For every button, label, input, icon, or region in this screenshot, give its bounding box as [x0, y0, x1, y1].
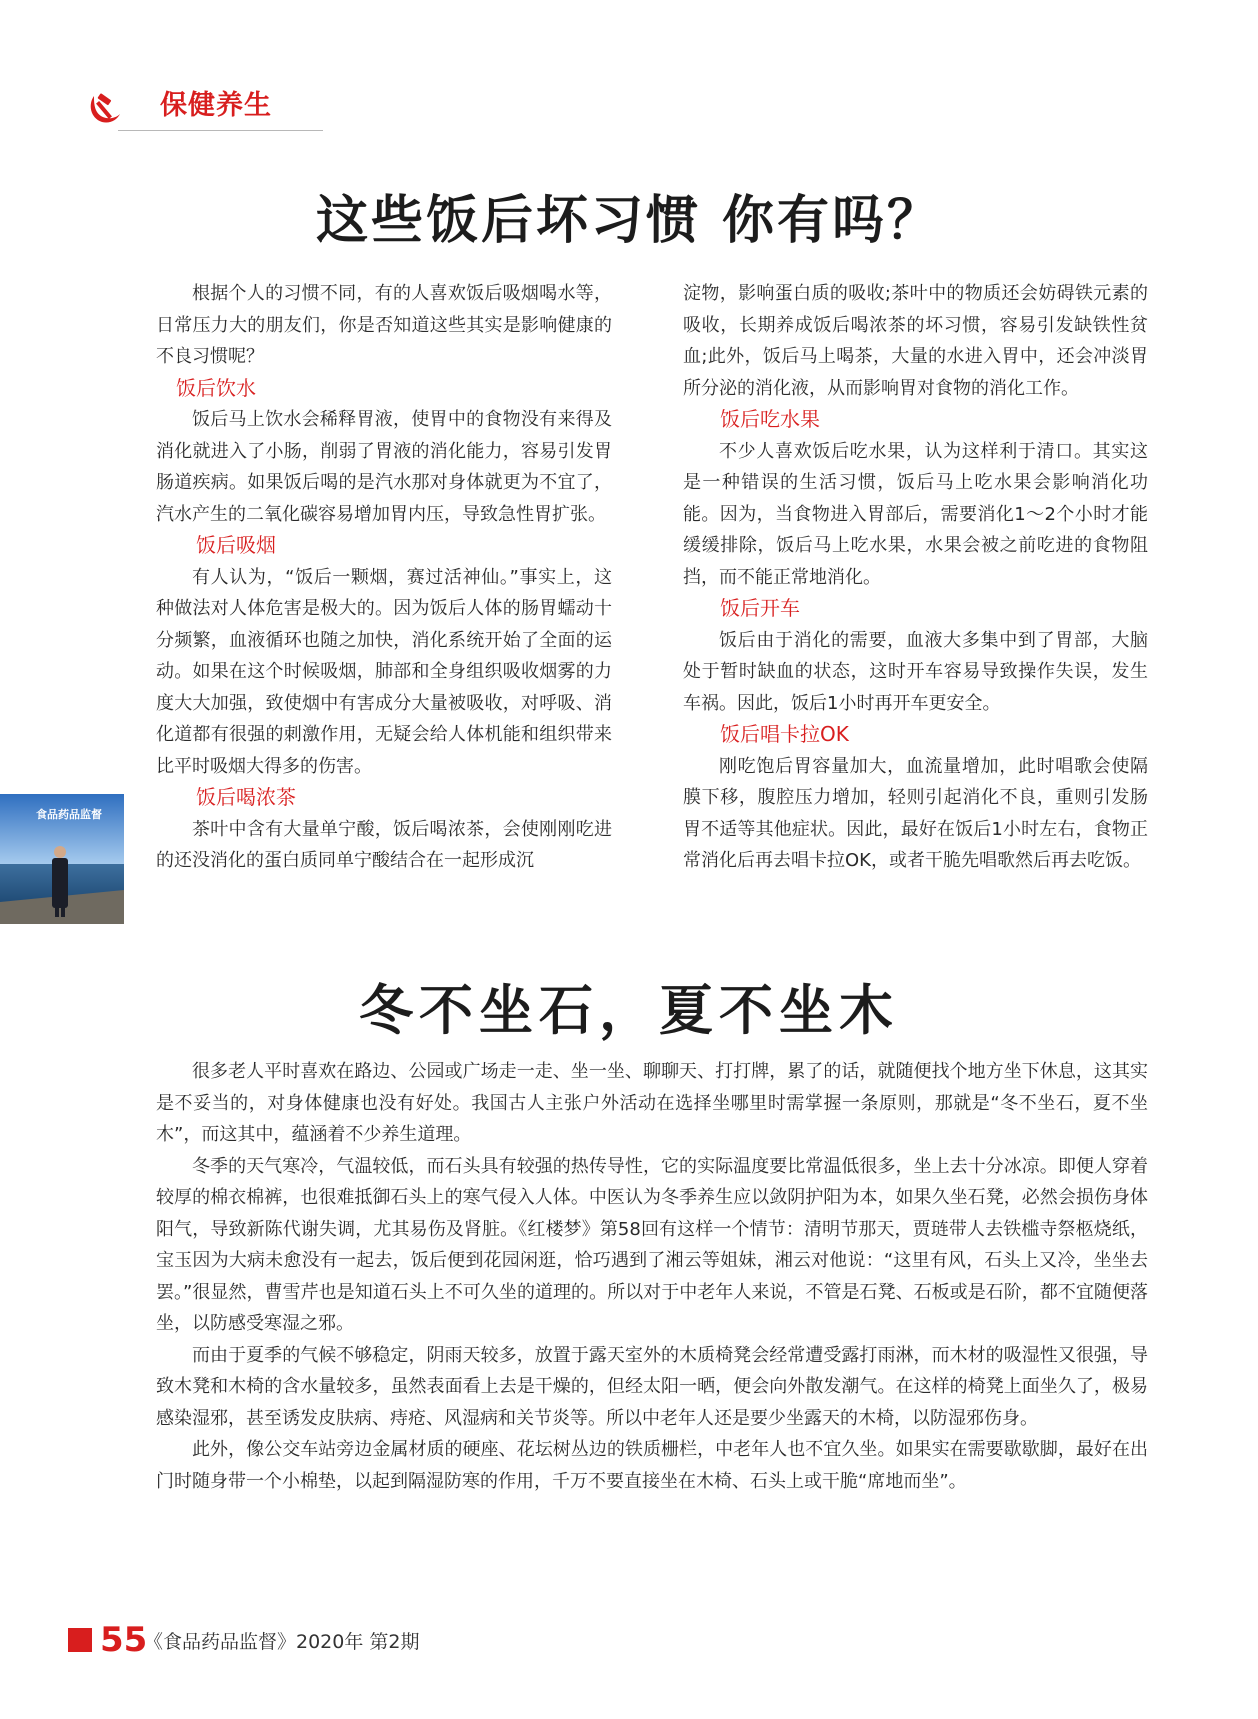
publication-info: 《食品药品监督》2020年 第2期 — [144, 1631, 420, 1653]
article-2-body — [156, 1056, 1148, 1497]
subheading-fruit: 饭后吃水果 — [720, 407, 820, 431]
header-rule — [118, 130, 323, 131]
section-title: 保健养生 — [160, 90, 272, 121]
paragraph-water: 饭后马上饮水会稀释胃液，使胃中的食物没有来得及消化就进入了小肠，削弱了胃液的消化能力，容易引发胃肠道疾病。如果饭后喝的是汽水那对身体就更为不宜了，汽水产生的二氧化碳容易增加胃内压，导致急性胃扩张。 — [156, 409, 612, 525]
paragraph-fruit: 不少人喜欢饭后吃水果，认为这样利于清口。其实这是一种错误的生活习惯，饭后马上吃水果会影响消化功能。因为，当食物进入胃部后，需要消化1～2个小时才能缓缓排除，饭后马上吃水果，水果会被之前吃进的食物阻挡，而不能正常地消化。 — [683, 440, 1148, 588]
article-2-paragraph: 此外，像公交车站旁边金属材质的硬座、花坛树丛边的铁质栅栏，中老年人也不宜久坐。如果实在需要歇歇脚，最好在出门时随身带一个小棉垫，以起到隔湿防寒的作用，千万不要直接坐在木椅、石头上或干脆“席地而坐”。 — [156, 1439, 1148, 1492]
paragraph-smoke: 有人认为，“饭后一颗烟，赛过活神仙。”事实上，这种做法对人体危害是极大的。因为饭后人体的肠胃蠕动十分频繁，血液循环也随之加快，消化系统开始了全面的运动。如果在这个时候吸烟，肺部和全身组织吸收烟雾的力度大大加强，致使烟中有害成分大量被吸收，对呼吸、消化道都有很强的刺激作用，无疑会给人体机能和组织带来比平时吸烟大得多的伤害。 — [156, 566, 612, 777]
side-photo — [0, 794, 124, 924]
party-emblem-icon — [86, 90, 122, 126]
article-1-right-column — [683, 278, 1148, 877]
subheading-drive: 饭后开车 — [720, 596, 800, 620]
subheading-karaoke: 饭后唱卡拉OK — [720, 722, 849, 746]
article-title-1: 这些饭后坏习惯 你有吗？ — [315, 190, 943, 251]
subheading-smoke: 饭后吸烟 — [196, 533, 276, 557]
intro-paragraph: 根据个人的习惯不同，有的人喜欢饭后吸烟喝水等，日常压力大的朋友们，你是否知道这些其实是影响健康的不良习惯呢？ — [156, 283, 612, 367]
page-number: 55 — [100, 1620, 148, 1660]
article-2-paragraph: 很多老人平时喜欢在路边、公园或广场走一走、坐一坐、聊聊天、打打牌，累了的话，就随便找个地方坐下休息，这其实是不妥当的，对身体健康也没有好处。我国古人主张户外活动在选择坐哪里时需掌握一条原则，那就是“冬不坐石，夏不坐木”，而这其中，蕴涵着不少养生道理。 — [156, 1061, 1148, 1145]
paragraph-tea-continued: 淀物，影响蛋白质的吸收;茶叶中的物质还会妨碍铁元素的吸收，长期养成饭后喝浓茶的坏习惯，容易引发缺铁性贫血;此外，饭后马上喝茶，大量的水进入胃中，还会冲淡胃所分泌的消化液，从而影响胃对食物的消化工作。 — [683, 283, 1148, 399]
paragraph-tea: 茶叶中含有大量单宁酸，饭后喝浓茶，会使刚刚吃进的还没消化的蛋白质同单宁酸结合在一起形成沉 — [156, 818, 612, 871]
article-1-left-column — [156, 278, 612, 877]
article-title-2: 冬不坐石，夏不坐木 — [359, 978, 899, 1042]
subheading-tea: 饭后喝浓茶 — [196, 785, 296, 809]
article-2-paragraph: 而由于夏季的气候不够稳定，阴雨天较多，放置于露天室外的木质椅凳会经常遭受露打雨淋，而木材的吸湿性又很强，导致木凳和木椅的含水量较多，虽然表面看上去是干燥的，但经太阳一晒，便会向外散发潮气。在这样的椅凳上面坐久了，极易感染湿邪，甚至诱发皮肤病、痔疮、风湿病和关节炎等。所以中老年人还是要少坐露天的木椅，以防湿邪伤身。 — [156, 1344, 1148, 1429]
paragraph-karaoke: 刚吃饱后胃容量加大，血流量增加，此时唱歌会使隔膜下移，腹腔压力增加，轻则引起消化不良，重则引发肠胃不适等其他症状。因此，最好在饭后1小时左右，食物正常消化后再去唱卡拉OK，或者干脆先唱歌然后再去吃饭。 — [683, 755, 1148, 871]
article-2-paragraph: 冬季的天气寒冷，气温较低，而石头具有较强的热传导性，它的实际温度要比常温低很多，坐上去十分冰凉。即便人穿着较厚的棉衣棉裤，也很难抵御石头上的寒气侵入人体。中医认为冬季养生应以敛阴护阳为本，如果久坐石凳，必然会损伤身体阳气，导致新陈代谢失调，尤其易伤及肾脏。《红楼梦》第58回有这样一个情节：清明节那天，贾琏带人去铁槛寺祭柩烧纸，宝玉因为大病未愈没有一起去，饭后便到花园闲逛，恰巧遇到了湘云等姐妹，湘云对他说：“这里有风，石头上又冷，坐坐去罢。”很显然，曹雪芹也是知道石头上不可久坐的道理的。所以对于中老年人来说，不管是石凳、石板或是石阶，都不宜随便落坐，以防感受寒湿之邪。 — [156, 1155, 1148, 1334]
subheading-water: 饭后饮水 — [176, 375, 256, 400]
photo-caption: 食品药品监督 — [36, 808, 102, 821]
paragraph-drive: 饭后由于消化的需要，血液大多集中到了胃部，大脑处于暂时缺血的状态，这时开车容易导致操作失误，发生车祸。因此，饭后1小时再开车更安全。 — [683, 629, 1148, 714]
footer-marker — [68, 1628, 92, 1652]
